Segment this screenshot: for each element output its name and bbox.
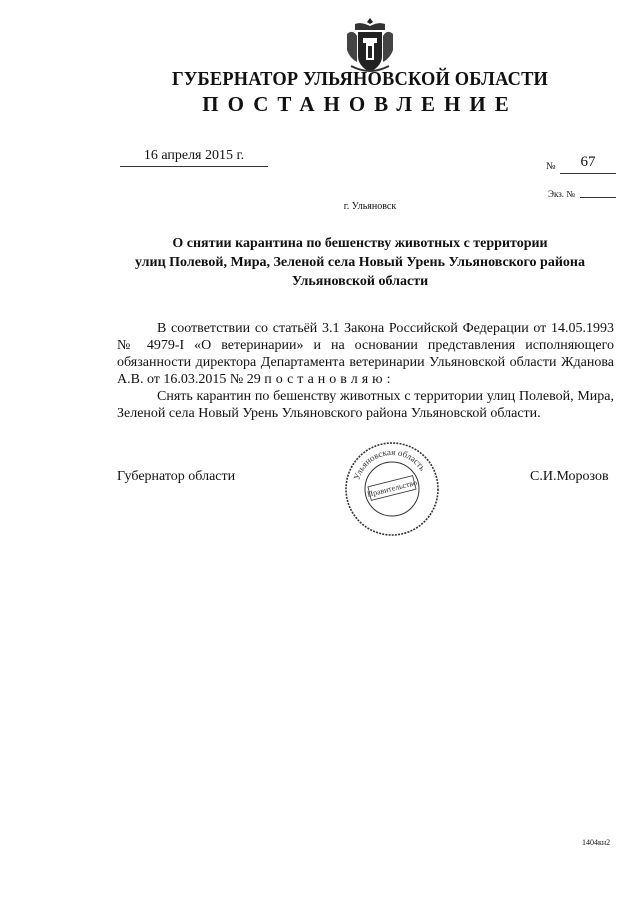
document-subject (110, 234, 610, 291)
stamp-ring-text: Ульяновская область (351, 446, 428, 482)
document-number-block (546, 150, 616, 174)
body-paragraph-2: Снять карантин по бешенству животных с территории улиц Полевой, Мира, Зеленой села Новый Урень Ульяновского района Ульяновской области. (117, 389, 614, 421)
official-stamp-icon (342, 439, 442, 539)
signatory-position: Губернатор области (117, 469, 236, 484)
document-number: 67 (560, 154, 616, 174)
subject-line-1: О снятии карантина по бешенству животных с территории (172, 236, 548, 251)
footer-code: 1404кн2 (582, 838, 611, 847)
issuing-authority: ГУБЕРНАТОР УЛЬЯНОВСКОЙ ОБЛАСТИ (171, 68, 549, 90)
number-label: № (546, 161, 556, 172)
signatory-name: С.И.Морозов (530, 469, 609, 484)
city-line: г. Ульяновск (343, 201, 397, 212)
decree-keyword: постановляю: (264, 372, 395, 387)
document-date: 16 апреля 2015 г. (120, 148, 268, 167)
copy-number-block (548, 186, 616, 200)
document-type: ПОСТАНОВЛЕНИЕ (202, 92, 518, 116)
stamp-center-text: Правительство (366, 477, 418, 500)
body-paragraph-1 (117, 320, 614, 388)
subject-line-2: улиц Полевой, Мира, Зеленой села Новый Урень Ульяновского района (135, 255, 585, 270)
preamble-text: В соответствии со статьёй 3.1 Закона Российской Федерации от 14.05.1993 № 4979-I «О ветеринарии» и на основании представления исполняющего обязанности директора Департамента ветеринарии Ульяновской области Жданова А.В. от 16.03.2015 № 29 (117, 321, 614, 387)
copy-number-line (580, 197, 616, 198)
document-body (117, 320, 614, 422)
coat-of-arms-icon (341, 16, 399, 74)
subject-line-3: Ульяновской области (291, 274, 429, 289)
copy-number-label: Экз. № (548, 189, 575, 199)
